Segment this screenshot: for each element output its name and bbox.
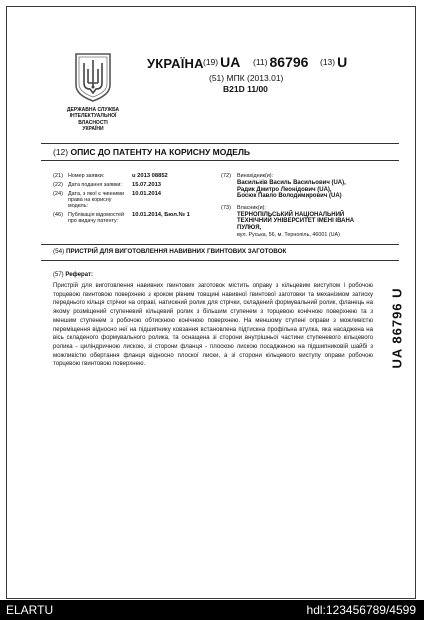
handle-identifier: hdl:123456789/4599 xyxy=(306,603,416,617)
vertical-patent-number xyxy=(385,273,409,383)
inventor-name: Радик Дмитро Леонідович (UA), xyxy=(237,186,332,193)
invention-title-tag: (54) xyxy=(53,248,65,255)
abstract-tag: (57) xyxy=(53,272,64,278)
filing-date-row: (22) Дата подання заявки: 15.07.2013 xyxy=(53,182,162,188)
divider xyxy=(41,244,399,245)
country-code xyxy=(203,54,240,70)
abstract-text: Пристрій для виготовлення навивних гвинтових заготовок містить оправу з кільцевим виступом і робочою торцевою гвинтовою поверхнею з кроком рівним товщині навивної гвинтової заготовки та механізмом затиску переднього кільця стрічки на оправі, натискний ролик для стрічки, складений формувальний ролик, фланець на якому розміщений ступеневий кільцевий ролик з більшим ступенем з торцевою конічною поверхнею та з меншим ступенем з робочою обтискною конічною поверхнею. На меншому ступені оправи з можливістю переміщення відносно неї на підшипнику ковзання встановлена підтискна профільна втулка, яка насаджена на вісь складеного формувального ролика, та оснащена зі сторони внутрішньої частини ступеневого кільцевого ролика - циліндричною лискою, зі сторони фланця - плоскою лискою посадженою на підшипниковій шайбі з можливістю обертання фланця відносно плоскої лиски, а зі сторони кільцевого виступу оправи робочою торцевою гвинтовою поверхнею. xyxy=(53,283,373,368)
repository-name: ELARTU xyxy=(6,603,54,617)
office-line: ДЕРЖАВНА СЛУЖБА xyxy=(66,107,120,113)
ipc-label: МПК (2013.01) xyxy=(226,73,284,83)
office-line: ВЛАСНОСТІ xyxy=(78,119,108,126)
divider xyxy=(41,260,399,261)
office-line: ІНТЕЛЕКТУАЛЬНОЇ xyxy=(69,113,117,120)
divider xyxy=(41,160,399,161)
invention-title-text: ПРИСТРІЙ ДЛЯ ВИГОТОВЛЕННЯ НАВИВНИХ ГВИНТОВИХ ЗАГОТОВОК xyxy=(65,248,287,255)
ipc-class: B21D 11/00 xyxy=(223,84,268,94)
patent-number-tag: (11) xyxy=(253,57,268,67)
vertical-patent-number-text: UA 86796 U xyxy=(389,287,405,369)
document-title-text: ОПИС ДО ПАТЕНТУ НА КОРИСНУ МОДЕЛЬ xyxy=(70,147,251,157)
inventor-name: Босюк Павло Володимирович (UA) xyxy=(237,193,342,200)
patent-number-value: 86796 xyxy=(269,54,309,70)
document-kind xyxy=(320,54,347,70)
document-title-tag: (12) xyxy=(53,147,69,157)
ukraine-trident-emblem xyxy=(73,51,113,103)
inventors-row: (72) Винахідник(и): Васильків Василь Васильович (UA), Радик Дмитро Леонідович (UA), Босюк Павло Володимирович (UA) xyxy=(221,173,401,200)
rights-effective-date-row: (24) Дата, з якої є чинними права на корисну модель: 10.01.2014 xyxy=(53,191,162,209)
office-line: УКРАЇНИ xyxy=(82,125,104,132)
publication-date-row: (46) Публікація відомостей про видачу патенту: 10.01.2014, Бюл.№ 1 xyxy=(53,212,190,224)
bibliographic-data xyxy=(53,173,203,227)
ipc-classification xyxy=(209,73,283,95)
patent-page xyxy=(6,6,416,599)
divider xyxy=(41,143,399,144)
abstract-label: Реферат: xyxy=(65,272,93,278)
inventors-label: Винахідник(и): xyxy=(237,173,274,179)
country-code-tag: (19) xyxy=(203,57,219,67)
document-kind-tag: (13) xyxy=(320,57,336,67)
ipc-tag: (51) xyxy=(209,73,225,83)
patent-number xyxy=(253,54,308,70)
country-code-value: UA xyxy=(220,54,241,70)
invention-title xyxy=(53,248,286,255)
abstract-heading xyxy=(53,272,93,278)
inventor-name: Васильків Василь Васильович (UA), xyxy=(237,180,346,186)
country-name: УКРАЇНА xyxy=(147,56,204,71)
issuing-office xyxy=(57,107,129,132)
owner-name-line: ТЕХНІЧНИЙ УНІВЕРСИТЕТ ІМЕНІ ІВАНА xyxy=(237,218,355,225)
owner-name-line: ПУЛЮЯ, xyxy=(237,224,262,231)
document-kind-value: U xyxy=(337,54,348,70)
owner-row: (73) Власник(и): ТЕРНОПІЛЬСЬКИЙ НАЦІОНАЛЬНИЙ ТЕХНІЧНИЙ УНІВЕРСИТЕТ ІМЕНІ ІВАНА ПУЛЮЯ, вул. Руська, 56, м. Тернопіль, 46001 (UA) xyxy=(221,205,401,239)
parties-data xyxy=(221,173,401,244)
owner-address: вул. Руська, 56, м. Тернопіль, 46001 (UA) xyxy=(237,231,340,238)
footer-bar xyxy=(0,600,424,620)
application-number-row: (21) Номер заявки: u 2013 08852 xyxy=(53,173,168,179)
document-title xyxy=(53,147,250,157)
owner-label: Власник(и): xyxy=(237,204,266,211)
owner-name-line: ТЕРНОПІЛЬСЬКИЙ НАЦІОНАЛЬНИЙ xyxy=(237,211,345,218)
